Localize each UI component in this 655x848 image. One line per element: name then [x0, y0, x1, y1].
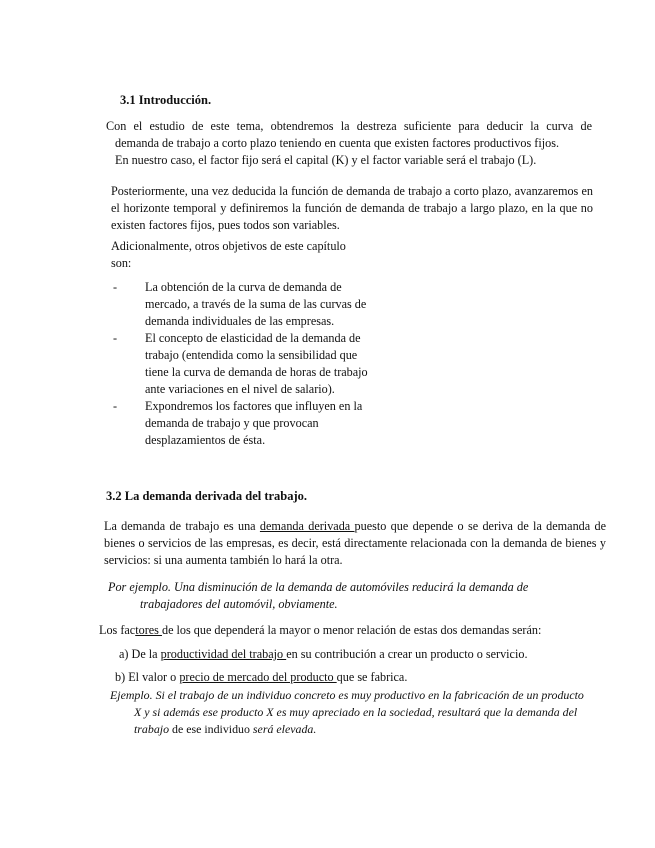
- intro-p1-line-3: En nuestro caso, el factor fijo será el capital (K) y el factor variable será el trabajo (L).: [115, 153, 537, 167]
- example-2-line-1: Ejemplo. Si el trabajo de un individuo concreto es muy productivo en la fabricación de un producto: [110, 688, 584, 702]
- example-2: [110, 687, 630, 738]
- factor-item-a: [119, 646, 528, 663]
- factors-intro-pre: Los fac: [99, 623, 136, 637]
- factor-a-pre: a) De la: [119, 647, 161, 661]
- demand-paragraph: [104, 518, 606, 569]
- intro-p3-line-2: son:: [111, 256, 132, 270]
- intro-paragraph-2: Posteriormente, una vez deducida la función de demanda de trabajo a corto plazo, avanzaremos en el horizonte temporal y definiremos la función de demanda de trabajo a largo plazo, en la que no existen factores fijos, pues todos son variables.: [111, 184, 593, 232]
- factors-underlined: tores: [135, 623, 162, 637]
- productividad-term: productividad del trabajo: [160, 647, 287, 661]
- demand-p-rest: puesto que depende o se deriva de la demanda de bienes o servicios de las empresas, es decir, está directamente relacionada con la demanda de bienes y servicios: si una aumenta también lo hará la otra.: [104, 519, 607, 567]
- bullet-dash: -: [113, 331, 118, 345]
- factors-intro-post: de los que dependerá la mayor o menor relación de estas dos demandas serán:: [161, 623, 542, 637]
- example-1: [108, 579, 608, 613]
- factors-intro: [99, 622, 541, 639]
- objective-item: [113, 279, 381, 330]
- example-2-elevada: será elevada.: [249, 722, 317, 736]
- intro-paragraph-3: [111, 238, 371, 272]
- section-heading-introduccion: 3.1 Introducción.: [120, 93, 212, 107]
- intro-p3-line-1: Adicionalmente, otros objetivos de este capítulo: [111, 239, 346, 253]
- objective-text: Expondremos los factores que influyen en la demanda de trabajo y que provocan desplazamientos de ésta.: [145, 399, 363, 447]
- bullet-dash: -: [113, 399, 118, 413]
- intro-p1-line-1: Con el estudio de este tema, obtendremos la destreza suficiente para deducir la curva de: [106, 119, 592, 133]
- intro-paragraph-1: [106, 118, 592, 169]
- precio-mercado-term: precio de mercado del producto: [179, 670, 337, 684]
- objective-item: [113, 398, 381, 449]
- factor-a-post: en su contribución a crear un producto o servicio.: [286, 647, 528, 661]
- factor-b-post: que se fabrica.: [336, 670, 408, 684]
- objective-text: La obtención de la curva de demanda de mercado, a través de la suma de las curvas de demanda individuales de las empresas.: [145, 280, 367, 328]
- example-2-trabajo: trabajo: [134, 722, 170, 736]
- example-2-line-3: [110, 721, 630, 738]
- bullet-dash: -: [113, 280, 118, 294]
- example-1-line-2: trabajadores del automóvil, obviamente.: [140, 597, 338, 611]
- example-2-individuo: de ese individuo: [169, 722, 250, 736]
- objective-item: [113, 330, 381, 398]
- factor-item-b: [115, 669, 407, 686]
- demanda-derivada-term: demanda derivada: [259, 519, 355, 533]
- section-heading-demanda-derivada: 3.2 La demanda derivada del trabajo.: [106, 489, 308, 503]
- factor-b-pre: b) El valor o: [115, 670, 180, 684]
- objectives-list: [113, 279, 381, 449]
- demand-p-intro: La demanda de trabajo es una: [104, 519, 260, 533]
- intro-p1-line-2: demanda de trabajo a corto plazo teniendo en cuenta que existen factores productivos fijos.: [115, 136, 559, 150]
- example-1-line-1: Por ejemplo. Una disminución de la demanda de automóviles reducirá la demanda de: [108, 580, 529, 594]
- example-2-line-2: X y si además ese producto X es muy apreciado en la sociedad, resultará que la demanda del: [134, 705, 578, 719]
- objective-text: El concepto de elasticidad de la demanda de trabajo (entendida como la sensibilidad que tiene la curva de demanda de horas de trabajo ante variaciones en el nivel de salario).: [145, 331, 368, 396]
